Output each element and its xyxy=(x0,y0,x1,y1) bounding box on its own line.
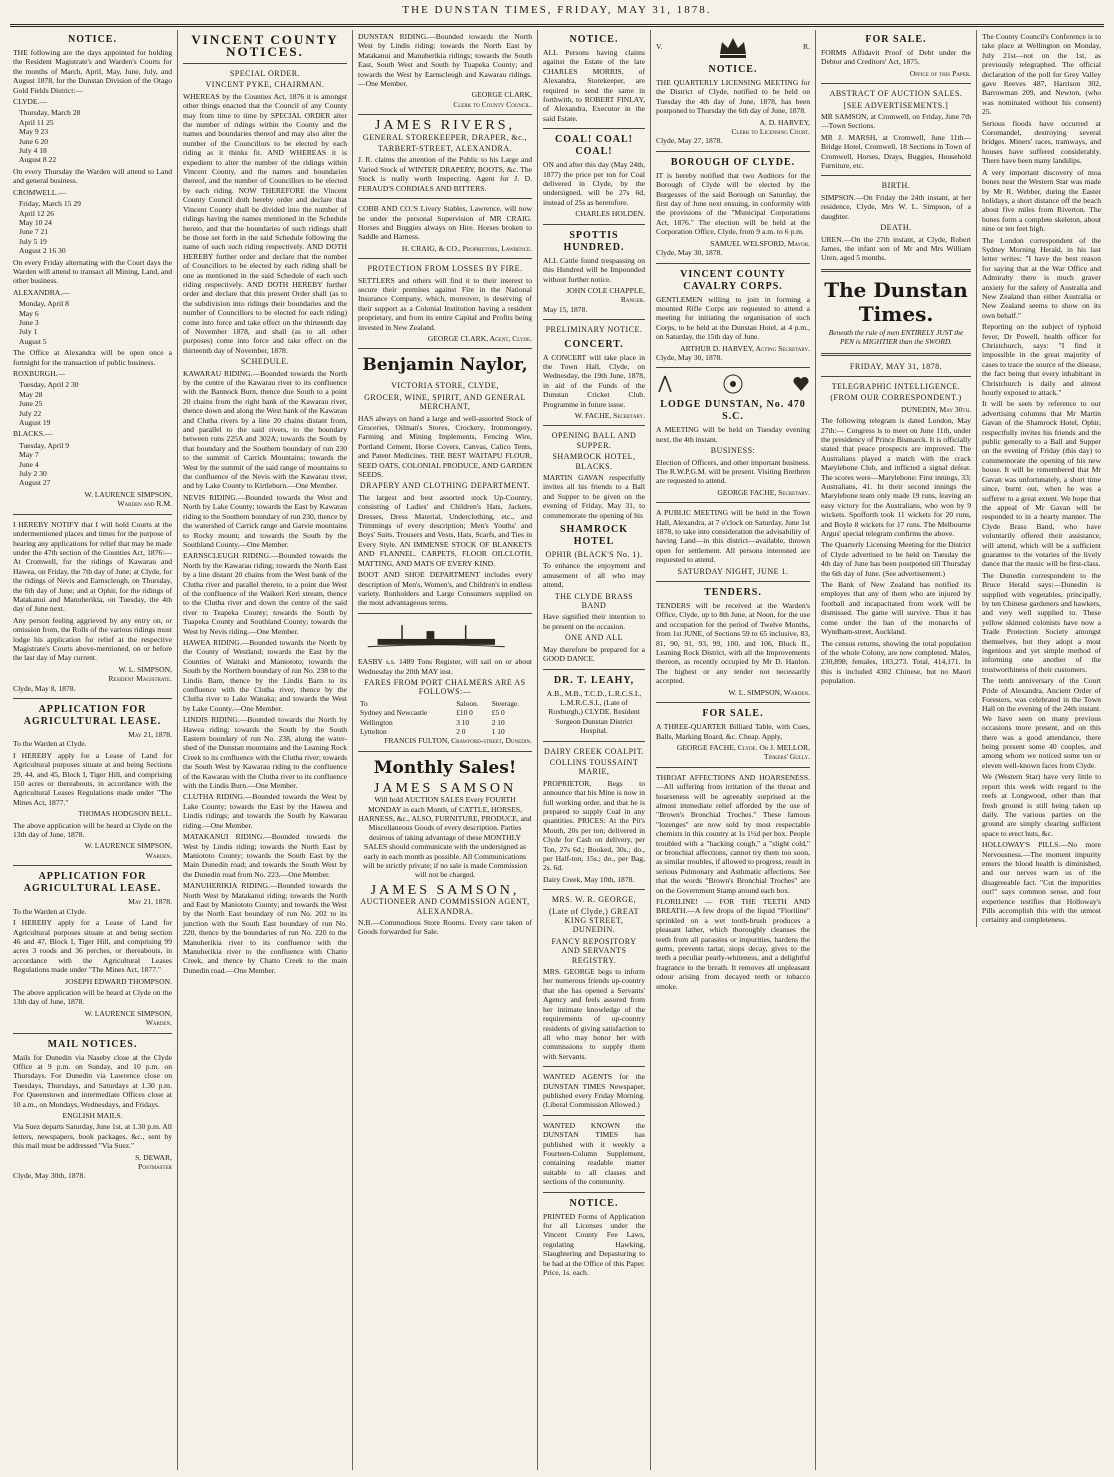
application-title: APPLICATION FOR AGRICULTURAL LEASE. xyxy=(23,871,162,895)
list-item: August 19 xyxy=(19,418,51,428)
rivers-name: JAMES RIVERS, xyxy=(374,118,516,134)
application-signature: W. LAURENCE SIMPSON, xyxy=(84,1008,172,1018)
clerk-title: Clerk to County Council. xyxy=(453,99,532,109)
list-item: June 4 xyxy=(19,459,39,469)
clyde-list xyxy=(19,108,172,164)
ball-title: OPENING BALL AND SUPPER. xyxy=(551,431,637,450)
tenders-title: TENDERS. xyxy=(704,587,762,599)
cavalry-title: VINCENT COUNTY CAVALRY CORPS. xyxy=(680,268,786,292)
matakanui-riding: MATAKANUI RIDING.—Bounded towards the West by Lindis riding; towards the North East by Maniototo County; towards the South East by the Main Dunedin road; and towards the South West by the Dunedin road from No. 223.—One Member. xyxy=(183,832,347,879)
coal-title: COAL! COAL! COAL! xyxy=(555,134,633,158)
cobb-body: COBB AND CO.'S Livery Stables, Lawrence, will now be under the personal Supervision of MR CRAIG. Horses and Buggies always on Hire. Horses broken to Saddle and Harness. xyxy=(358,204,532,242)
list-item: June 3 xyxy=(19,317,39,327)
application-signature: W. LAURENCE SIMPSON, xyxy=(84,841,172,851)
tenders-body: TENDERS will be received at the Warden's Office, Clyde, up to 8th June, at Noon, for the use and occupation for the period of Twelve Months, from 1st JUNE, of Sections 59 to 65 inclusive, 83, 81, 90, 91, 93, 99, 100, and 106, Block II., Leaning Rock District, with all the Improvements thereon, as recently occupied by Mr D. Hanlon. The highest or any tender not necessarily accepted. xyxy=(656,601,810,686)
telegraphic-body: The following telegram is dated London, May 27th:— Congress is to meet on June 11th, under the presidency of Prince Bismarck. It is officially stated that peace prospects are improved. The Australians played a match with the crack Marylebone Club, and inflicted a signal defeat. The scores were—Marylebone: First innings, 33; Australians, 41. In their second innings the Marylebone team only made 19 runs, leaving an easy victory for the Australians, who won by 9 wickets. Spofforth took 11 wickets for 20 runs, and Boyle 8 wickets for 17 runs. The Melbourne Argus' special telegram confirms the above. xyxy=(821,416,971,539)
fares-cell: 2 10 xyxy=(491,717,505,727)
notice-title: NOTICE. xyxy=(68,34,117,45)
spottis-date: May 15, 1878. xyxy=(543,304,588,314)
business-body: Election of Officers, and other important business. The R.W.P.G.M. will be present. Visiting Brethren are requested to attend. xyxy=(656,457,810,486)
drapery-body: The largest and best assorted stock Up-Country, consisting of Ladies' and Children's Hats, Jackets, Dresses, Dress Material, Underclothing, etc., and Trimmings of every description; Men's Youths' and Boys' Suits. Trousers and Vests, Hats, Scarfs, and Ties in Every Style. AN IMMENSE STOCK OF BLANKETS AND FLANNEL. CARPETS, FLOOR OILCLOTH, MATTING, AND MATS OF EVERY KIND. xyxy=(358,492,532,568)
list-item: April 12 26 xyxy=(19,208,55,218)
dairy-title: DAIRY CREEK COALPIT. xyxy=(544,746,644,756)
fares-cell: 1 10 xyxy=(491,726,505,736)
cavalry-body: GENTLEMEN willing to join in forming a mounted Rifle Corps are requested to attend a meeting for initiating the organisation of such Corps, to be held at the Dunstan Hotel, at 4 p.m., on Saturday, the 15th day of June. xyxy=(656,294,810,342)
concert-body: A CONCERT will take place in the Town Hall, Clyde, on Wednesday, the 19th June, 1878, in aid of the Funds of the Dunstan Cricket Club. Programme in future issue. xyxy=(543,352,645,409)
schedule-title: SCHEDULE. xyxy=(240,357,290,367)
drapery-title: DRAPERY AND CLOTHING DEPARTMENT. xyxy=(359,481,531,491)
harvey-date: Clyde, May 27, 1878. xyxy=(656,136,723,146)
easby-body: EASBY s.s. 1489 Tons Register, will sail on or about Wednesday the 20th MAY inst. xyxy=(358,657,532,676)
list-item: April 11 25 xyxy=(19,117,54,127)
column-3 xyxy=(353,30,538,1470)
spottis-body: ALL Cattle found trespassing on this Hundred will be Impounded without further notice. xyxy=(543,255,645,284)
application-body: I HEREBY apply for a Lease of Land for Agricultural purposes situate at and being section 46 and 47, Block I, Tiger Hill, and comprising 99 acres 3 roods and 36 perches, or thereabouts, in accordance with the Agricultural Leases Regulations made under "The Mines Act, 1877." xyxy=(13,918,172,975)
marie-body: PROPRIETOR, Begs to announce that his Mine is now in full working order, and that he is prepared to supply Coal in any quantities. PRICES: At the Pit's Mouth, 20s per ton; delivered in Clyde for Cash on delivery, per Ton, 27s 6d.; Booked, 30s.; do., per Half-ton, 15s.; do., per Bag, 2s. 6d. xyxy=(543,778,645,873)
business-title: BUSINESS: xyxy=(710,446,756,456)
telegraphic-title: TELEGRAPHIC INTELLIGENCE. xyxy=(831,381,961,391)
band-body: Have signified their intention to be present on the occasion. xyxy=(543,612,645,631)
list-item: Tuesday, April 9 xyxy=(19,440,70,450)
list-item: May 6 xyxy=(19,308,39,318)
column-2 xyxy=(178,30,353,1470)
fulton-signature: FRANCIS FULTON, Crawford-street, Dunedin. xyxy=(384,736,532,746)
mail-notices-title: MAIL NOTICES. xyxy=(47,1038,138,1050)
george-body: MRS. GEORGE begs to inform her numerous friends up-country that she has opened a Servants' Agency and feels assured from her intimate knowledge of the requirements of up-country residents of giving satisfaction to all who may honor her with commissions to supply them with Servants. xyxy=(543,967,645,1061)
vr-right: R. xyxy=(803,42,810,52)
borough-body: IT is hereby notified that two Auditors for the Borough of Clyde will be elected by the Burgesses of the said Borough on Saturday, the first day of June next ensuing, in conformity with the provisions of the "Municipal Corporations Act, 1876." The election will be held at the Corporation Office, Clyde, from 9 a.m. to 6 p.m. xyxy=(656,170,810,237)
column-6 xyxy=(816,30,1106,1470)
death-body: UREN.—On the 27th instant, at Clyde, Robert James, the infant son of Mr and Mrs William Uren, aged 5 months. xyxy=(821,234,971,263)
paper-motto: Beneath the rule of men ENTIRELY JUST the PEN is MIGHTIER than the SWORD. xyxy=(828,327,964,347)
steamship-icon xyxy=(358,623,515,649)
list-item: June 25 xyxy=(19,399,43,409)
column-1 xyxy=(8,30,178,1470)
application-signature-title: Warden. xyxy=(145,1018,172,1028)
right-subcolumn xyxy=(976,30,1101,927)
coal-body: ON and after this day (May 24th, 1877) the price per ton for Coal delivered in Clyde, by the undersigned, will be 27s 6d, instead of 25s as heretofore. xyxy=(543,160,645,207)
postmaster-date: Clyde, May 30th, 1878. xyxy=(13,1171,86,1181)
monthly-sales-title: Monthly Sales! xyxy=(373,757,517,778)
spottis-title: SPOTTIS HUNDRED. xyxy=(563,229,625,253)
welsford-date: Clyde, May 30, 1878. xyxy=(656,248,723,258)
cavalry-signature: ARTHUR D. HARVEY, Acting Secretary. xyxy=(680,343,810,353)
magistrate-date: Clyde, May 8, 1878. xyxy=(13,683,76,693)
clyde-note: On every Thursday the Warden will attend to Land and general business. xyxy=(13,166,172,186)
auction-2: MR J. MARSH, at Cromwell, June 11th—Bridge Hotel, Cromwell, 18 Sections in Town of Cromwell, Horses, Drays, Buggies, Household Furniture, etc. xyxy=(821,132,971,171)
fares-header: To xyxy=(360,698,368,708)
billiard-body: A THREE-QUARTER Billiard Table, with Cues, Balls, Marking Board, &c. Cheap. Apply, xyxy=(656,722,810,741)
postmaster-title: Postmaster xyxy=(138,1162,172,1172)
for-sale-title: FOR SALE. xyxy=(702,708,764,720)
marie-name: COLLINS TOUSSAINT MARIE, xyxy=(549,757,639,777)
quarterly-note: The Quarterly Licensing Meeting for the District of Clyde advertised to be held on Tuesday the 4th day of June has been postponed till Thursday the 6th day of June. (See advertisement.) xyxy=(821,540,971,578)
list-item: Friday, March 15 29 xyxy=(19,199,81,209)
vr-left: V. xyxy=(656,42,663,52)
cromwell-label: CROMWELL.— xyxy=(13,187,66,197)
wanted-known: WANTED KNOWN the DUNSTAN TIMES has published with it weekly a Fourteen-Column Supplement, containing readable matter suitable to all classes and sections of the community. xyxy=(543,1120,645,1187)
list-item: May 9 23 xyxy=(19,127,49,137)
newspaper-columns xyxy=(8,30,1106,1470)
registry-title: FANCY REPOSITORY AND SERVANTS REGISTRY. xyxy=(551,936,637,965)
naylor-trade: GROCER, WINE, SPIRIT, AND GENERAL MERCHANT, xyxy=(364,392,526,412)
list-item: August 5 xyxy=(19,336,47,346)
royal-crest xyxy=(656,34,810,60)
samson-name: JAMES SAMSON xyxy=(373,780,517,796)
hereby-notice: I HEREBY NOTIFY that I will hold Courts at the undermentioned places and times for the purpose of hearing any applications for relief that may be made under the 47th section of the Counties Act, 1876:— At Cromwell, for the ridings of Kawarau and Hawea, on Friday, the 7th day of June; at Clyde, for the ridings of Nevis and Earnscleugh, on Thursday, the 6th day of June; and at Ophir, for the ridings of Matakanui and Manuherikia, on Tuesday, the 4th day of June next. xyxy=(13,519,172,614)
table-row xyxy=(358,699,532,708)
death-title: DEATH. xyxy=(880,223,912,233)
application-body: I HEREBY apply for a Lease of Land for Agricultural purposes situate at and being Sections 29, 44, and 45, Block I, Tiger Hill, and comprising 150 acres or thereabouts, in accordance with the Agricultural Leases Regulations made under "The Mines Act, 1877." xyxy=(13,750,172,807)
longwood-note: We (Western Star) have very little to report this week with regard to the reefs at Longwood, other than that fresh ground is still being taken up daily. The various parties on the ground are simply clearing sufficient space to erect huts, &c. xyxy=(982,772,1101,838)
warden-signature: W. LAURENCE SIMPSON, xyxy=(84,489,172,499)
samson-signature: JAMES SAMSON, xyxy=(370,882,520,898)
clerk-signature: GEORGE CLARK, xyxy=(471,90,532,100)
cobb-signature: H. CRAIG, & CO., Proprietors, Lawrence. xyxy=(401,243,532,253)
table-row xyxy=(358,718,532,727)
postmaster-signature: S. DEWAR, xyxy=(135,1152,172,1162)
harvey-title: Clerk to Licensing Court. xyxy=(731,127,810,137)
fares-title: FARES FROM PORT CHALMERS ARE AS FOLLOWS:— xyxy=(364,677,526,697)
lindis-riding: LINDIS RIDING.—Bounded towards the North by Hawea riding; towards the South by the South Eastern boundary of run No. 238, along the water-shed of the Dunstan mountains and the Leaning Rock Creek to its confluence with the Clutha river; towards the South West by Kawarau riding to the confluence of the Kawarau with the Clutha river to its confluence with the Lindis Burn.—One Member. xyxy=(183,715,347,791)
alexandra-label: ALEXANDRA.— xyxy=(13,287,70,297)
throat-ad: THROAT AFFECTIONS AND HOARSENESS.—All suffering from irritation of the throat and hoarseness will be agreeably surprised at the almost immediate relief afforded by the use of "Brown's Bronchial Troches." These famous "lozenges" are now sold by most respectable chemists in this country at 1s 1½d per box. People troubled with a "hacking cough," a "slight cold," or bronchial affections, cannot try them too soon, as similar troubles, if allowed to progress, result in serious Pulmonary and Asthmatic affections. See that the words "Brown's Bronchial Troches" are on the Government Stamp around each box. xyxy=(656,772,810,895)
chairman-line: VINCENT PYKE, CHAIRMAN. xyxy=(205,80,325,90)
hereby-notice-2: Any person feeling aggrieved by any entry on, or omission from, the Rolls of the various ridings must lodge his application for relief at the respective Magistrate's Courts above-mentioned, on or before the last day of May current. xyxy=(13,615,172,663)
fares-cell: £10 0 xyxy=(456,708,473,718)
shamrock-title: SHAMROCK HOTEL, BLACKS. xyxy=(552,452,636,471)
typhoid-note: Reporting on the subject of typhoid fever, Dr Powell, health officer for Christchurch, says: "I find it impossible in the great majority of cases to trace the source of the disease, the fact being that every inhabitant in Christchurch is daily and almost hourly exposed to attack." xyxy=(982,322,1101,398)
concert-signature: W. FACHE, Secretary. xyxy=(574,410,645,420)
kawarau-riding: KAWARAU RIDING.—Bounded towards the North by the centre of the Kawarau river to its confluence with the Bannock Burn, thence due South to a point 20 chains from the right bank of the Kawarau river, thence down and along the West bank of the Kawarau and Clutha rivers by a line 20 chains distant from, and parallel to the said rivers, to the boundary between runs 225A and 302A; towards the South by that boundary and the Southern boundary of run 230 to the summit of Carrick Mountains; towards the West by the summit of the said range of mountains to the confluence of the Nevis with the Kawarau river, and by Lake County to Kirtleburn.—One Member. xyxy=(183,368,347,491)
gavan-body-2: To enhance the enjoyment and amusement of all who may attend, xyxy=(543,561,645,590)
list-item: Monday, April 8 xyxy=(19,299,69,309)
clutha-riding: CLUTHA RIDING.—Bounded towards the West by Lake County; towards the East by the Hawea and Lindis ridings; and towards the South by Kawarau riding.—One Member. xyxy=(183,792,347,830)
english-mails-body: Via Suez departs Saturday, June 1st, at 1.30 p.m. All letters, newspapers, book packages, &c., sent by this mail must be addressed "Via Suez." xyxy=(13,1122,172,1151)
leahy-title: DR. T. LEAHY, xyxy=(553,674,635,686)
list-item: July 2 30 xyxy=(19,469,47,479)
list-item: August 27 xyxy=(19,478,51,488)
notice-title: NOTICE. xyxy=(569,1197,619,1209)
application-to: To the Warden at Clyde. xyxy=(13,739,87,749)
ophir-line: OPHIR (BLACK'S No. 1). xyxy=(545,550,643,560)
notice-title: NOTICE. xyxy=(569,34,619,45)
special-order-title: SPECIAL ORDER. xyxy=(229,69,301,78)
compass-icon xyxy=(656,375,674,393)
magistrate-title: Resident Magistrate. xyxy=(108,674,172,684)
preliminary-title: PRELIMINARY NOTICE. xyxy=(545,325,643,335)
list-item: August 8 22 xyxy=(19,155,57,165)
forms-body: FORMS Affidavit Proof of Debt under the Debtor and Creditors' Act, 1875. xyxy=(821,48,971,67)
spottis-signature: JOHN COLE CHAPPLE, Ranger. xyxy=(566,285,645,305)
list-item: July 4 18 xyxy=(19,146,47,156)
application-heard: The above application will be heard at Clyde on the 13th day of June, 1878. xyxy=(13,820,172,840)
crown-icon xyxy=(716,34,750,60)
fares-cell: 2 0 xyxy=(456,726,466,736)
cavalry-date: Clyde, May 30, 1878. xyxy=(656,352,723,362)
morris-notice: ALL Persons having claims against the Estate of the late CHARLES MORRIS, of Alexandra, Storekeeper, are required to send the same in forthwith, to ROBERT FINLAY, of Alexandra, Executor in the said Estate. xyxy=(543,48,645,123)
marie-date: Dairy Creek, May 10th, 1878. xyxy=(543,874,635,884)
list-item: May 7 xyxy=(19,450,39,460)
census-note: The census returns, showing the total population of the whole Colony, are now completed. Males, 230,898; females, 183,273. Total, 414,171. In this is included 4302 Chinese, but no Maori population. xyxy=(821,638,971,686)
rivers-address: TARBERT-STREET, ALEXANDRA. xyxy=(377,144,513,154)
fire-signature: GEORGE CLARK, Agent, Clyde. xyxy=(427,333,532,343)
clyde-label: CLYDE.— xyxy=(13,97,48,107)
application-signature-title: Warden. xyxy=(145,850,172,860)
band-title: THE CLYDE BRASS BAND xyxy=(554,591,634,611)
special-order-body: WHEREAS by the Counties Act, 1876 it is amongst other things enacted that the Council of any County may from time to time by SPECIAL ORDER alter the number of ridings within the County and the names and boundaries thereof and may also alter the number of the Councillors to be elected by each riding as it thinks fit. AND WHEREAS it is expedient to alter the number of the ridings within Vincent County, and the names and boundaries thereof, and the number of Councillors to be elected by each riding. NOW THEREFORE the Vincent County Council doth hereby order and declare that Vincent County shall be divided into the number of ridings having the names mentioned in the Schedule hereto, and that the boundaries of such ridings shall be those set forth in the said Schedule following the name of each such riding respectively. AND DOTH HEREBY further order and declare that the number of Councillors to be elected by each riding shall be one as mentioned in the said Schedule of each such riding respectively. AND DOTH HEREBY further order and declare that this present Order shall (as to the subdivision into ridings their boundaries and the number of Councillors to be elected for each riding) come into force and take effect on the thirteenth day of November 1878, and shall (as to all other purposes) come into force and take effect on the thirteenth day of November, 1878. xyxy=(183,91,347,355)
abstract-title: ABSTRACT OF AUCTION SALES. xyxy=(829,89,963,99)
cromwell-note: On every Friday alternating with the Court days the Warden will attend to transact all Mining, Land, and other business. xyxy=(13,257,172,286)
lodge-body: A MEETING will be held on Tuesday evening next, the 4th instant. xyxy=(656,425,810,444)
roxburgh-list xyxy=(19,380,172,427)
english-mails-title: ENGLISH MAILS. xyxy=(62,1111,123,1120)
earnscleugh-riding: EARNSCLEUGH RIDING.—Bounded towards the North by the Kawarau riding; towards the North East by a line distant 20 chains from the West bank of the Clutha river and parallel thereto, to a point due West of the confluence of the Waikeri Keri stream, thence to the Clutha river and down the centre of the said river to Teapeka County; towards the South by Tuapeka County and Southland County; towards the West by Nevis riding.—One Member. xyxy=(183,551,347,636)
paper-title: The Dunstan Times. xyxy=(824,277,968,326)
coal-signature: CHARLES HOLDEN. xyxy=(575,209,645,219)
application-to: To the Warden at Clyde. xyxy=(13,906,87,916)
magistrate-signature: W. L. SIMPSON, xyxy=(118,664,172,674)
welsford-signature: SAMUEL WELSFORD, Mayor. xyxy=(710,238,810,248)
dunstan-riding: DUNSTAN RIDING.—Bounded towards the North West by Lindis riding; towards the North East by Matakanui and Manuherikia ridings; towards the South East, South West and South by Tuapeka County; and towards the West by Earnscleugh and Kawarau ridings.—One Member. xyxy=(358,32,532,89)
leahy-body: A.B., M.B., T.C.D., L.R.C.S.I., L.M.R.C.S.I., (Late of Roxburgh,) CLYDE. Resident Surgeon Dunstan District Hospital. xyxy=(546,688,642,736)
floods-note: Serious floods have occurred at Coromandel, destroying several bridges. Miners' races, tramways, and houses have suffered considerably. There have been many landslips. xyxy=(982,118,1101,166)
fache-signature: GEORGE FACHE, Secretary. xyxy=(717,487,810,497)
fares-header: Steerage. xyxy=(491,698,520,708)
hawea-riding: HAWEA RIDING.—Bounded towards the North by the County of Westland; towards the East by the Counties of Waitaki and Maniototo; towards the South by the Northern boundary of run No. 238 to the Lindis Barn, thence by the Lindis Barn to its confluence with the Clutha river, thence by the Clutha river to Lake Wanaka; and towards the West by Lake County.—One Member. xyxy=(183,637,347,713)
fares-cell: Lyttelton xyxy=(360,726,387,736)
samson-note: N.B.—Commodious Store Rooms. Every care taken of Goods forwarded for Sale. xyxy=(358,918,532,937)
left-subcolumn xyxy=(821,30,971,688)
page-masthead: THE DUNSTAN TIMES, FRIDAY, MAY 31, 1878. xyxy=(10,4,1104,27)
foresters-note: The tenth anniversary of the Court Pride of Alexandra, Ancient Order of Foresters, was celebrated in the Town Hall on the evening of the 24th instant. We have seen on many previous occasions more present, and on this there was a good attendance, there being present some 40 couples, and among whom we noticed some ten or eleven well-known faces from Clyde. xyxy=(982,676,1101,770)
cromwell-list xyxy=(19,199,172,255)
samson-body: Will hold AUCTION SALES Every FOURTH MONDAY in each Month, of CATTLE, HORSES, HARNESS, &c., ALSO, FURNITURE, PRODUCE, and Miscellaneous Goods of every description. Parties desirous of taking advantage of these MONTHLY SALES should communicate with the undersigned as early in each month as possible. All Communications will be strictly private; if no sale is made Commission will not be charged. xyxy=(358,795,532,880)
licensing-body: THE QUARTERLY LICENSING MEETING for the District of Clyde, notified to be held on Tuesday the 4th day of June, 1878, has been postponed to Thursday the 6th day of June, 1878. xyxy=(656,78,810,116)
saturday-night: SATURDAY NIGHT, JUNE 1. xyxy=(677,566,789,576)
fares-header: Saloon. xyxy=(456,698,479,708)
moa-note: A very important discovery of moa bones near the Western Star was made by Mr R. Webber, during the Easter holidays, a short distance off the beach about five miles from Riverton. The bones form a complete skeleton, about nine or ten feet high. xyxy=(982,167,1101,234)
holloway-note: HOLLOWAY'S PILLS.—No more Nervousness.—The moment impurity enters the blood health is diminished, and our nerves warn us of the disagreeable fact. "Cut the impurities out!" says common sense, and four experience testifies that Holloway's Pills accomplish this with the utmost certainty and completeness. xyxy=(982,840,1101,925)
notice-intro: THE following are the days appointed for holding the Resident Magistrate's and Warden's Courts for the months of March, April, May, June, July, and August 1878, for the Dunstan Division of the Otago Gold Fields District:— xyxy=(13,48,172,95)
masonic-emblems xyxy=(656,373,810,395)
notice-title: NOTICE. xyxy=(708,64,758,75)
naylor-name: Benjamin Naylor, xyxy=(362,355,528,376)
samson-title: AUCTIONEER AND COMMISSION AGENT, ALEXANDRA. xyxy=(360,897,530,916)
nevis-riding: NEVIS RIDING.—Bounded towards the West and North by Lake County; towards the East by Kawarau riding to the Southern boundary of run 230, thence by the watershed of Carrick range and Garvie mountains to Rocky mount; and towards the South by the Southland County.—One Member. xyxy=(183,492,347,549)
list-item: June 7 21 xyxy=(19,227,49,237)
blacks-label: BLACKS.— xyxy=(13,429,53,439)
concert-title: CONCERT. xyxy=(564,338,624,350)
chinese-note: The Dunedin correspondent to the Bruce Herald says:—Dunedin is supplied with vegetables, principally, by ten Chinese gardeners and hawkers, and very well supplied to. These yellow skinned colonists have now a Trade Protection Society amongst themselves, but they adopt a most ingenious and yet simple method of informing one another of the trustworthiness of their customers. xyxy=(982,570,1101,674)
eye-icon xyxy=(722,373,744,395)
manuherikia-riding: MANUHERIKIA RIDING.—Bounded towards the North West by Matakanui riding; towards the North and East by Maniototo County; and towards the West by the North East boundary of run No. 202 to its junction with the South East boundary of run No. 220, thence by the boundaries of run No. 220 to the Manuherikia river to its confluence with the Manuherikia river to the confluence with Chatto Creek, and thence by Chatto Creek to the main Dunedin road.—One Member. xyxy=(183,881,347,975)
fire-body: SETTLERS and others will find it to their interest to secure their premises against Fire in the National Insurance Company, which, moreover, is deserving of their support as a Colonial Institution having a resident proprietary, and from its entire Capital and Profits being invested in New Zealand. xyxy=(358,275,532,332)
one-and-all: ONE AND ALL xyxy=(565,633,623,643)
shamrock-big: SHAMROCK HOTEL xyxy=(560,524,628,548)
list-item: July 1 xyxy=(19,327,38,337)
rivers-trade: GENERAL STOREKEEPER, DRAPER, &c., xyxy=(362,132,528,142)
applicant-name: THOMAS HODGSON BELL. xyxy=(78,809,172,819)
harvey-signature: A. D. HARVEY, xyxy=(759,117,810,127)
telegraphic-sub: (FROM OUR CORRESPONDENT.) xyxy=(830,393,962,403)
council-note: The County Council's Conference is to take place at Wellington on Monday, July 21st—not on the 1st, as previously telegraphed. The official declaration of the poll for Grey Valley gave Reeves 487, Harrison 302, Barrowman 209, and Newton, (who was nominated without his consent) 25. xyxy=(982,32,1101,117)
application-date: May 21, 1878. xyxy=(128,730,172,739)
naylor-store: VICTORIA STORE, CLYDE, xyxy=(391,381,499,391)
heart-icon xyxy=(792,375,810,393)
mail-notices-body: Mails for Dunedin via Naseby close at the Clyde Office at 9 p.m. on Sunday, and 10 p.m. on Thursdays. For Dunedin via Lawrence close on Tuesdays, Thursdays, and Saturdays at 1.30 p.m. For Queenstown and intermediate Offices close at 10 a.m., on Mondays, Wednesdays, and Fridays. xyxy=(13,1052,172,1109)
printed-forms: PRINTED Forms of Application for all Licenses under the Vincent County Fee Laws, regulating Hawking, Slaughtering and Depasturing to be had at the Office of this Paper. Price, 1s. each. xyxy=(543,1211,645,1278)
gavan-note: It will be seen by reference to our advertising columns that Mr Martin Gavan of the Shamrock Hotel, Ophir, respectfully invites his friends and the public generally to a Ball and Supper on the evening of Friday (this day) to commemorate the opening of his new house. It will be remembered that Mr Gavan was unfortunately, a short time since, burnt out, when he was a sufferer to a great extent. We hope that the appeal of Mr Gavan will be responded to in a hearty manner. The Clyde Brass Band, who have voluntarily offered their assistance, will attend, which will be a sufficient guarantee to the votaries of the lively dance that the music will be first-class. xyxy=(982,399,1101,569)
fire-title: PROTECTION FROM LOSSES BY FIRE. xyxy=(367,264,523,274)
column-5 xyxy=(651,30,816,1470)
fares-cell: Sydney and Newcastle xyxy=(360,708,428,718)
see-advertisements: [SEE ADVERTISEMENTS.] xyxy=(843,100,949,110)
fares-cell: Wellington xyxy=(360,717,393,727)
list-item: July 22 xyxy=(19,408,42,418)
table-row xyxy=(358,708,532,717)
birth-body: SIMPSON.—On Friday the 24th instant, at her residence, Clyde, Mrs W. L. Simpson, of a daughter. xyxy=(821,192,971,221)
george-name: MRS. W. R. GEORGE, xyxy=(551,895,637,905)
boots-body: BOOT AND SHOE DEPARTMENT includes every description of Men's, Women's, and Children's in endless variety. Runholders and Large Consumers supplied on the most advantageous terms. xyxy=(358,570,532,608)
editorial-date: FRIDAY, MAY 31, 1878. xyxy=(849,361,943,371)
dance-line: May therefore be prepared for a GOOD DANCE. xyxy=(543,644,645,664)
wanted-agents: WANTED AGENTS for the DUNSTAN TIMES Newspaper, published every Friday Morning. (Liberal Commission Allowed.) xyxy=(543,1072,645,1110)
for-sale-title: FOR SALE. xyxy=(865,34,927,45)
naylor-body: HAS always on hand a large and well-assorted Stock of Groceries, Oilman's Stores, Crockery, Ironmongery, Farming and Mining Implements, Fencing Wire, Portland Cement, Horse Covers, Canvas, Calico Tents, and Patent Medicines. THE BEST WAITAPU FLOUR, SEED OATS, COLONIAL PRODUCE, AND GARDEN SEEDS. xyxy=(358,413,532,480)
list-item: May 10 24 xyxy=(19,217,52,227)
lodge-title: LODGE DUNSTAN, No. 470 S.C. xyxy=(660,399,806,423)
alexandra-note: The Office at Alexandra will be open once a fortnight for the transaction of public business. xyxy=(13,348,172,367)
bank-note: The Bank of New Zealand has notified its employes that any of them who are injured by football and incapacitated from work will be dismissed. The game will survive. Thus it has come under the ban of the monarchs of Wyndham-street, Auckland. xyxy=(821,580,971,637)
auction-1: MR SAMSON, at Cromwell, on Friday, June 7th—Town Sections. xyxy=(821,112,971,131)
list-item: June 6 20 xyxy=(19,136,49,146)
forms-signature: Office of this Paper. xyxy=(909,68,971,78)
london-note: The London correspondent of the Sydney Morning Herald, in his last letter writes: "I have the best reason for saying that at the War Office and Admiralty there is much graver anxiety for the safety of Australia and New Zealand than either Australia or New Zealand seems to show on its own behalf." xyxy=(982,235,1101,320)
list-item: May 28 xyxy=(19,389,43,399)
fares-table xyxy=(358,699,532,737)
public-meeting: A PUBLIC MEETING will be held in the Town Hall, Alexandra, at 7 o'clock on Saturday, June 1st 1878, to take into consideration the advisability of having Land—in this district—available, thrown open for settlement. All persons interested are requested to attend. xyxy=(656,508,810,565)
county-notices-title: VINCENT COUNTY NOTICES. xyxy=(191,32,339,59)
table-row xyxy=(358,727,532,736)
telegraphic-date: DUNEDIN, May 30th. xyxy=(901,404,971,414)
list-item: Thursday, March 28 xyxy=(19,108,81,118)
warden-title: Warden and R.M. xyxy=(117,499,172,509)
column-4 xyxy=(538,30,651,1470)
applicant-name: JOSEPH EDWARD THOMPSON. xyxy=(65,976,172,986)
tenders-signature: W. L. SIMPSON, Warden. xyxy=(728,687,810,697)
list-item: Tuesday, April 2 30 xyxy=(19,380,79,390)
birth-title: BIRTH. xyxy=(881,181,911,191)
fares-cell: 3 10 xyxy=(456,717,470,727)
list-item: July 5 19 xyxy=(19,236,47,246)
list-item: August 2 16 30 xyxy=(19,246,66,256)
billiard-signature: GEORGE FACHE, Clyde. Or J. MELLOR, Tinkers' Gully. xyxy=(676,742,810,762)
blacks-list xyxy=(19,441,172,488)
application-title: APPLICATION FOR AGRICULTURAL LEASE. xyxy=(23,704,162,727)
george-address: (Late of Clyde,) GREAT KING STREET, DUNEDIN. xyxy=(548,906,640,935)
alexandra-list xyxy=(19,299,172,346)
floriline-ad: FLORILINE! — FOR THE TEETH AND BREATH.—A few drops of the liquid "Floriline" sprinkled on a wet tooth-brush produces a pleasant lather, which thoroughly cleanses the teeth from all parasites or impurities, hardens the gums, prevents tartar, stops decay, gives to the teeth a peculiar pearly-whiteness, and a delightful fragrance to the breath. It removes all unpleasant odour arising from decayed teeth or tobacco smoke. xyxy=(656,897,810,991)
rivers-body: J. R. claims the attention of the Public to his Large and Varied Stock of WINTER DRAPERY, BOOTS, &c. The Stock is really worth Inspecting. Agent for J. D. FERAUD'S CORDIALS AND BITTERS. xyxy=(358,155,532,193)
borough-title: BOROUGH OF CLYDE. xyxy=(670,156,796,168)
roxburgh-label: ROXBURGH.— xyxy=(13,369,66,378)
application-heard: The above application will be heard at Clyde on the 13th day of June, 1878. xyxy=(13,987,172,1007)
fares-cell: £5 0 xyxy=(491,708,505,718)
gavan-body: MARTIN GAVAN respectfully invites all his friends to a Ball and Supper to be given on the evening of Friday, May 31, to commemorate the opening of his xyxy=(543,473,645,520)
application-date: May 21, 1878. xyxy=(128,897,172,907)
